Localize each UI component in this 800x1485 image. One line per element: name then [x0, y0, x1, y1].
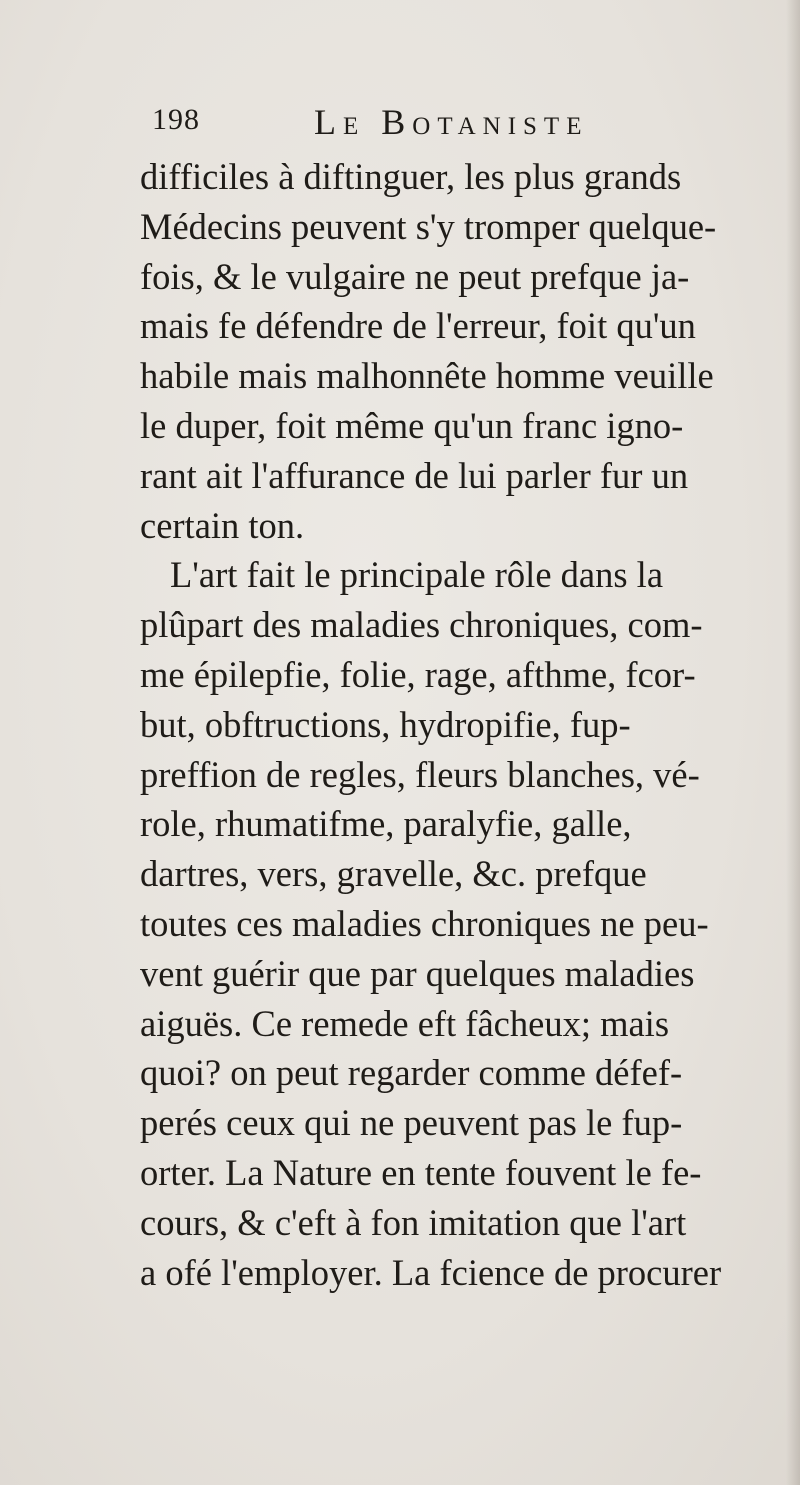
- text-line: preffion de regles, fleurs blanches, vé-: [140, 753, 700, 795]
- text-line: a ofé l'employer. La fcience de procurer: [140, 1251, 722, 1293]
- text-line: dartres, vers, gravelle, &c. prefque: [140, 853, 647, 895]
- book-title: Le Botaniste: [314, 102, 589, 142]
- text-line: plûpart des maladies chroniques, com-: [140, 604, 703, 646]
- text-line: aiguës. Ce remede eft fâcheux; mais: [140, 1002, 670, 1044]
- text-line: toutes ces maladies chroniques ne peu-: [140, 902, 709, 944]
- paragraph-first-line: L'art fait le principale rôle dans la: [170, 554, 664, 596]
- page-edge-shadow: [786, 0, 800, 1485]
- page-number: 198: [152, 103, 200, 136]
- text-line: rant ait l'affurance de lui parler fur un: [140, 454, 689, 496]
- text-line: habile mais malhonnête homme veuille: [140, 355, 714, 397]
- text-line: cours, & c'eft à fon imitation que l'art: [140, 1201, 687, 1243]
- body-text: [140, 152, 770, 1297]
- text-line: fois, & le vulgaire ne peut prefque ja-: [140, 255, 690, 297]
- text-line: vent guérir que par quelques maladies: [140, 952, 695, 994]
- text-line: orter. La Nature en tente fouvent le fe-: [140, 1151, 702, 1193]
- text-line: perés ceux qui ne peuvent pas le fup-: [140, 1102, 683, 1144]
- text-line: Médecins peuvent s'y tromper quelque-: [140, 205, 717, 247]
- text-line: quoi? on peut regarder comme défef-: [140, 1052, 683, 1094]
- text-line: me épilepfie, folie, rage, afthme, fcor-: [140, 653, 696, 695]
- text-line: role, rhumatifme, paralyfie, galle,: [140, 803, 632, 845]
- text-line: mais fe défendre de l'erreur, foit qu'un: [140, 305, 696, 347]
- text-line: certain ton.: [140, 504, 305, 546]
- running-head: [152, 103, 652, 143]
- text-line: but, obftructions, hydropifie, fup-: [140, 703, 631, 745]
- text-line: difficiles à diftinguer, les plus grands: [140, 156, 682, 197]
- text-line: le duper, foit même qu'un franc igno-: [140, 404, 684, 446]
